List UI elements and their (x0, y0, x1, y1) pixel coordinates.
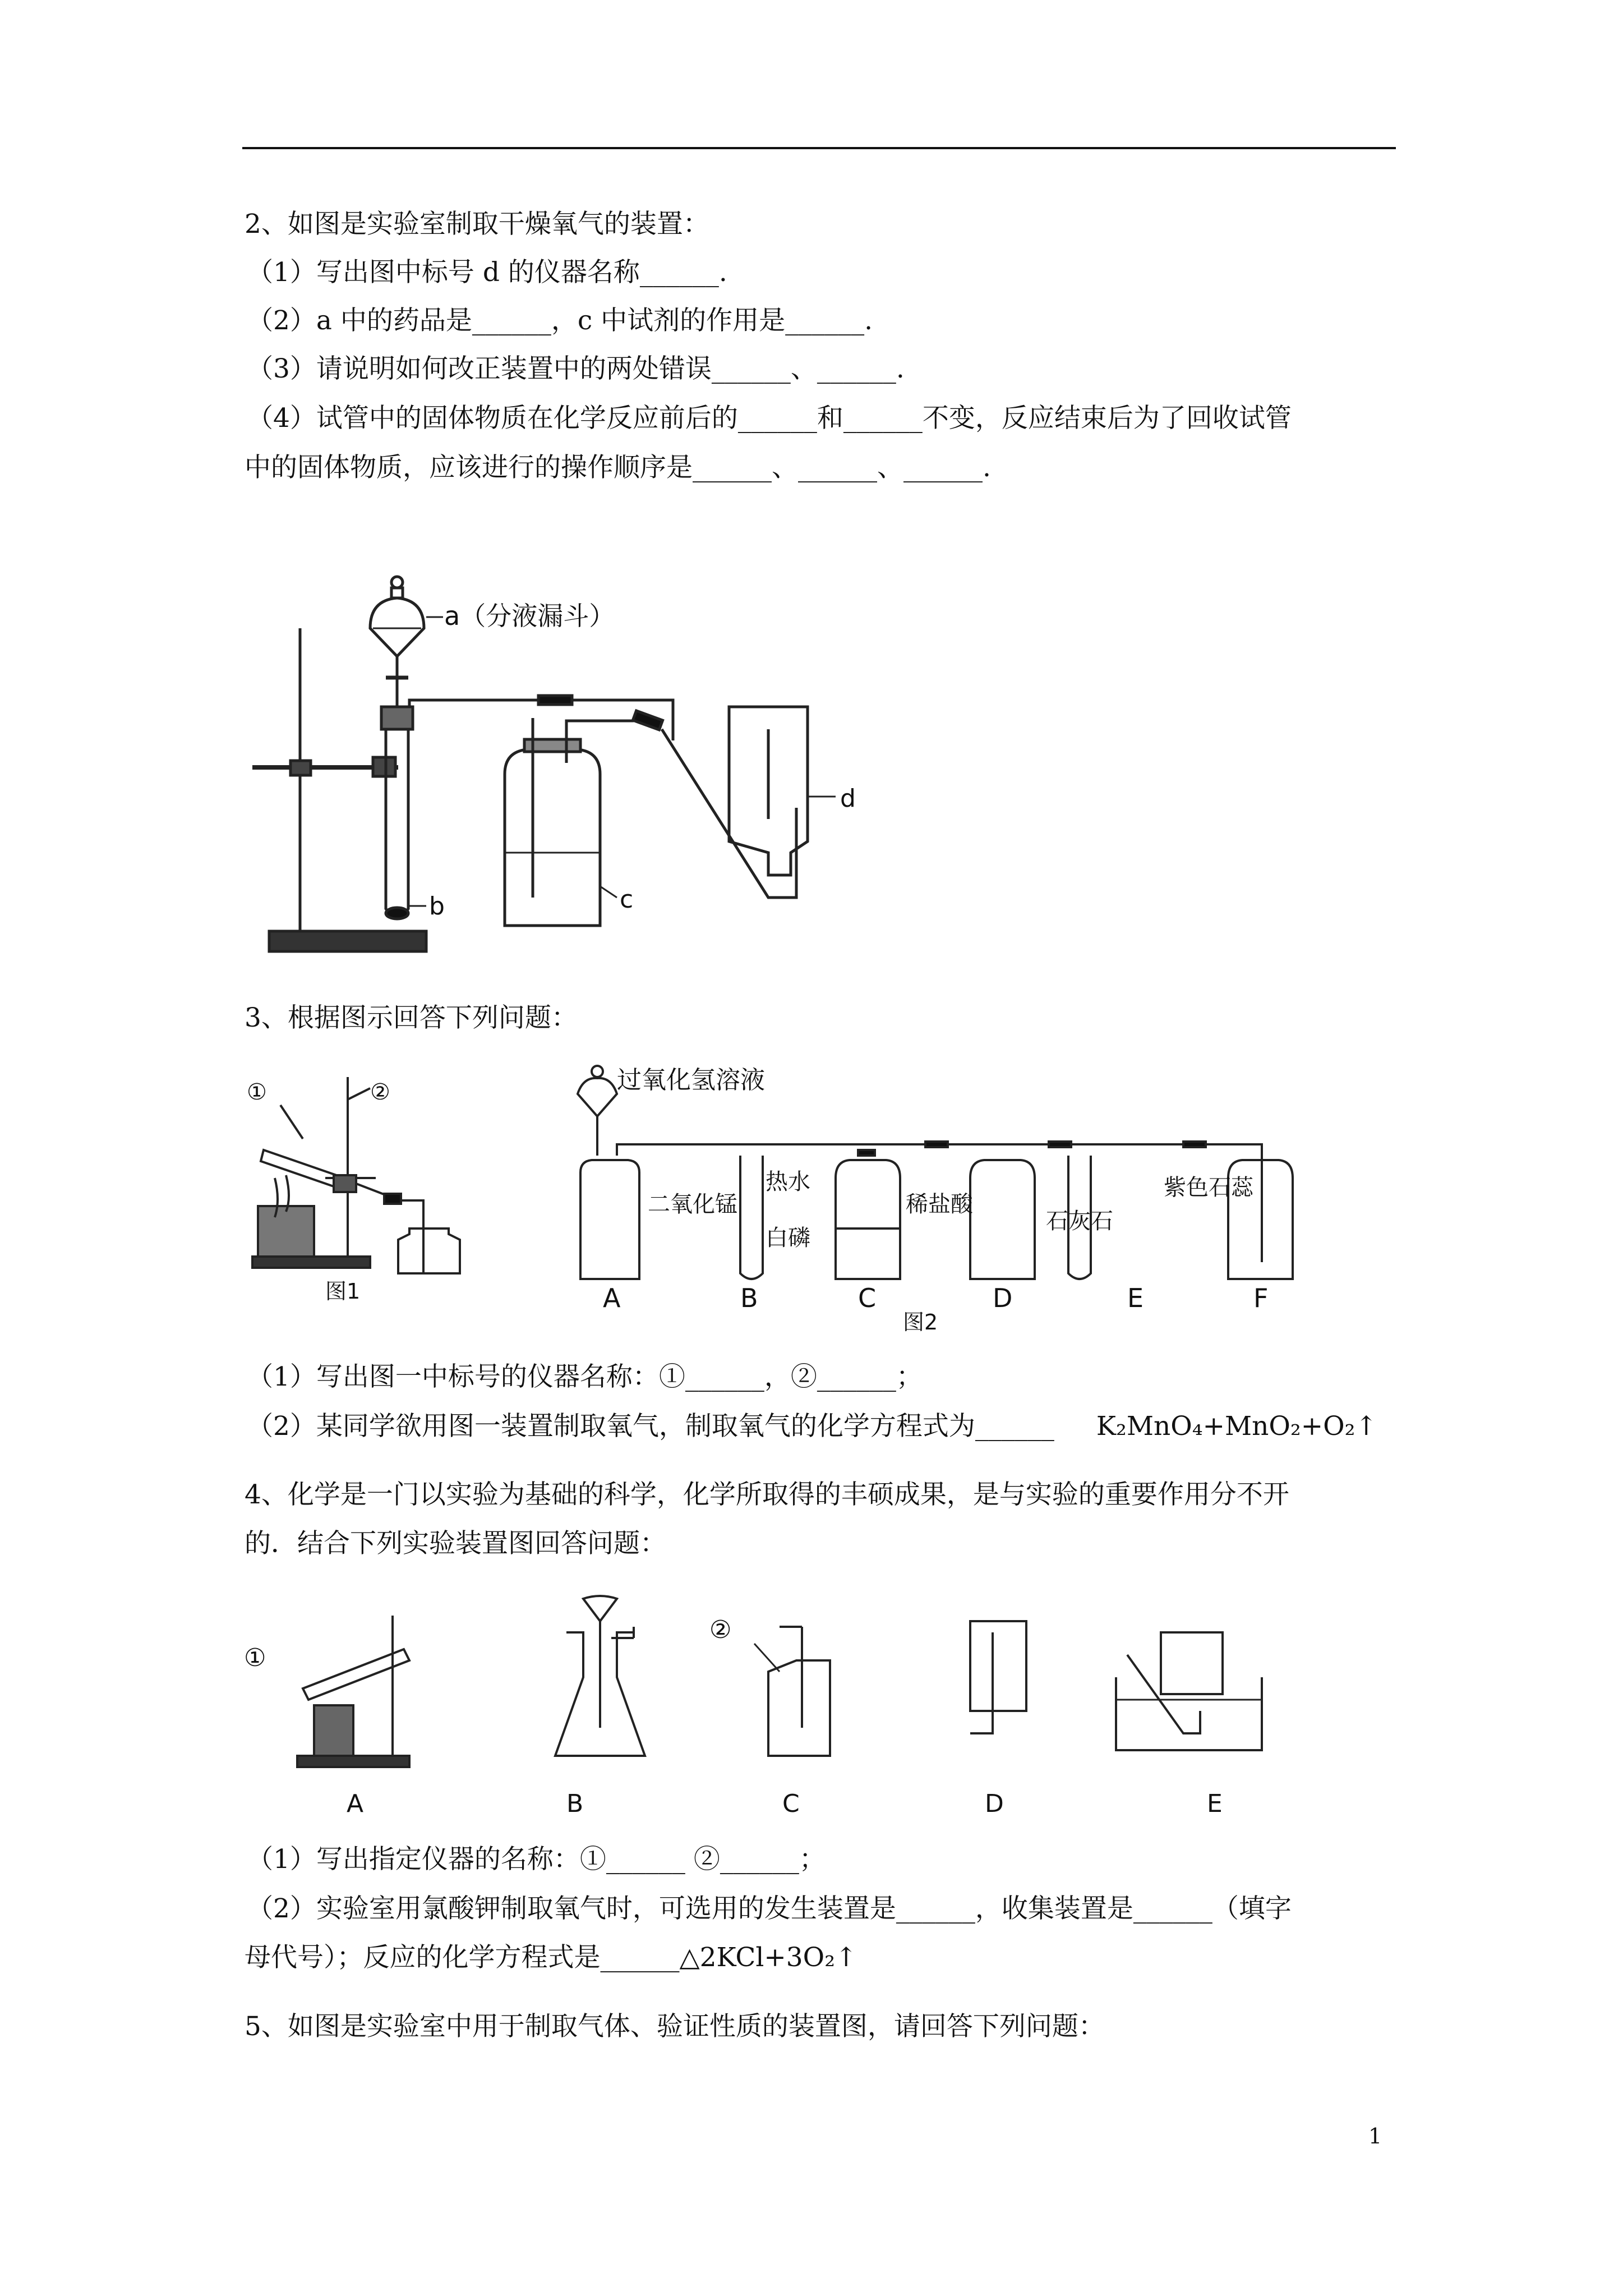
q3-fig2-A-reagent: 二氧化锰 (648, 1191, 737, 1217)
q3-fig2-B-reagent-2: 白磷 (766, 1225, 810, 1251)
q3-fig2-F: F (1253, 1283, 1269, 1313)
q2-part4-line1: （4）试管中的固体物质在化学反应前后的______和______不变，反应结束后为了回收试管 (247, 403, 1292, 434)
q4-part2-line1: （2）实验室用氯酸钾制取氧气时，可选用的发生装置是______，收集装置是______（填字 (247, 1893, 1292, 1924)
q2-apparatus-figure (241, 561, 914, 965)
q3-fig1-mark2: ② (370, 1079, 390, 1105)
header-rule (242, 147, 1396, 149)
q3-fig2-B-reagent-1: 热水 (766, 1169, 810, 1195)
q4-title-line2: 的．结合下列实验装置图回答问题： (245, 1528, 666, 1559)
q3-fig2-A: A (603, 1283, 621, 1313)
q3-part2-text: （2）某同学欲用图一装置制取氧气，制取氧气的化学方程式为______ (247, 1411, 1054, 1442)
q3-fig1-mark1: ① (247, 1079, 267, 1105)
q4-fig-E: E (1207, 1789, 1223, 1818)
q3-fig2-D: D (993, 1283, 1013, 1313)
q4-fig-B: B (566, 1789, 584, 1818)
q2-part3: （3）请说明如何改正装置中的两处错误______、______. (247, 353, 905, 384)
q3-fig2-B: B (740, 1283, 758, 1313)
q2-label-a: a（分液漏斗） (444, 601, 615, 631)
q2-part4-line2: 中的固体物质，应该进行的操作顺序是______、______、______. (245, 452, 991, 483)
q3-fig1-caption: 图1 (325, 1279, 361, 1301)
q4-part2-line2: 母代号）；反应的化学方程式是______△2KCl+3O₂↑ (245, 1942, 857, 1973)
q4-fig-D: D (985, 1789, 1004, 1818)
q3-part2 (247, 1410, 1377, 1443)
q3-fig2-C-reagent: 稀盐酸 (906, 1191, 973, 1217)
q2-label-c: c (620, 885, 634, 914)
q3-fig2-D-reagent: 石灰石 (1046, 1208, 1113, 1234)
q4-part1: （1）写出指定仪器的名称：①______ ②______； (247, 1844, 826, 1875)
q3-figure-2 (566, 1060, 1340, 1352)
q4-fig-A: A (347, 1789, 364, 1818)
q2-title: 2、如图是实验室制取干燥氧气的装置： (245, 209, 709, 240)
q4-fig-C: C (782, 1789, 800, 1818)
q2-label-b: b (429, 892, 445, 921)
q3-title: 3、根据图示回答下列问题： (245, 1002, 578, 1033)
q4-apparatus-figure (241, 1588, 1295, 1834)
q3-part2-equation: K₂MnO₄+MnO₂+O₂↑ (1096, 1411, 1377, 1442)
q3-fig2-E: E (1127, 1283, 1144, 1313)
page-number: 1 (1368, 2124, 1382, 2148)
q2-part2: （2）a 中的药品是______，c 中试剂的作用是______. (247, 305, 873, 336)
q3-fig2-E-reagent: 紫色石蕊 (1164, 1175, 1253, 1200)
q3-fig2-caption: 图2 (903, 1310, 938, 1335)
q4-fig-mark2: ② (709, 1616, 732, 1644)
q3-part1: （1）写出图一中标号的仪器名称：①______，②______； (247, 1361, 923, 1392)
q2-label-d: d (840, 784, 856, 813)
q2-part1: （1）写出图中标号 d 的仪器名称______. (247, 257, 727, 288)
q4-title-line1: 4、化学是一门以实验为基础的科学，化学所取得的丰硕成果，是与实验的重要作用分不开 (245, 1479, 1289, 1510)
q4-fig-mark1: ① (244, 1644, 266, 1672)
q5-title: 5、如图是实验室中用于制取气体、验证性质的装置图，请回答下列问题： (245, 2011, 1105, 2042)
q3-fig2-C: C (858, 1283, 877, 1313)
q3-fig2-funnel-label: 过氧化氢溶液 (617, 1066, 765, 1094)
q3-figure-1 (241, 1066, 477, 1301)
